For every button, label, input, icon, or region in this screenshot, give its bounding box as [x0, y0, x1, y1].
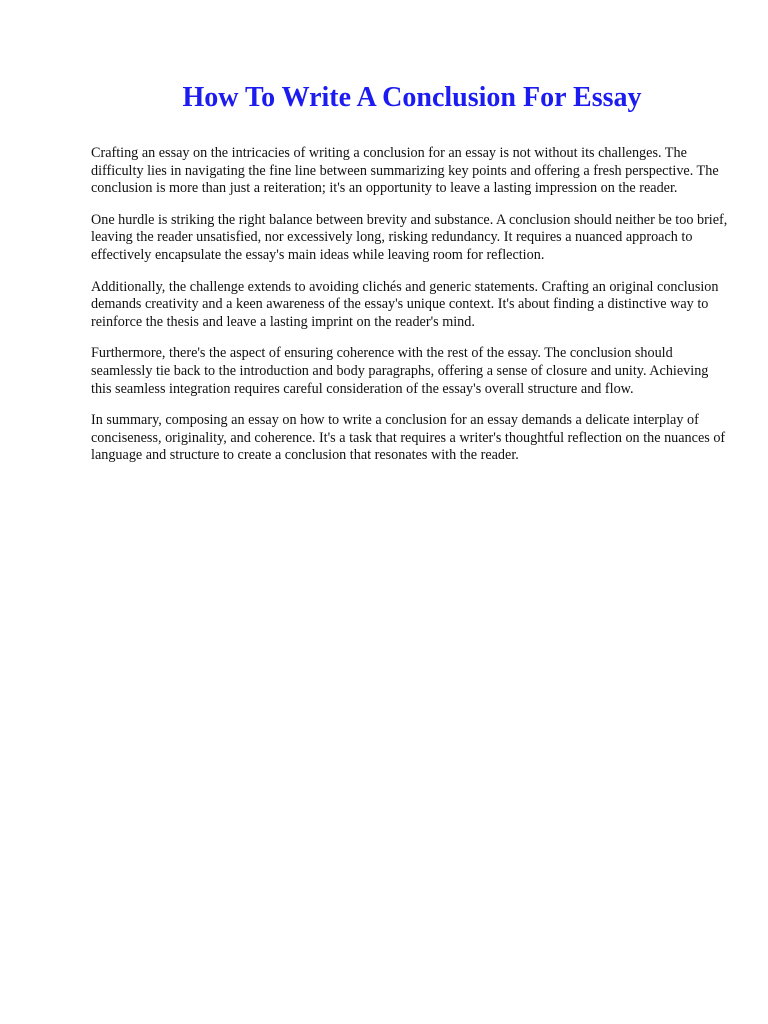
document-body [91, 145, 731, 479]
document-title: How To Write A Conclusion For Essay [182, 82, 642, 113]
paragraph-3: Additionally, the challenge extends to avoiding clichés and generic statements. Crafting an original conclusion demands creativity and a keen awareness of the essay's unique context. It's about finding a distinctive way to reinforce the thesis and leave a lasting imprint on the reader's mind. [91, 278, 719, 330]
paragraph-4: Furthermore, there's the aspect of ensuring coherence with the rest of the essay. The conclusion should seamlessly tie back to the introduction and body paragraphs, offering a sense of closure and unity. Achieving this seamless integration requires careful consideration of the essay's overall structure and flow. [91, 345, 709, 397]
paragraph-1: Crafting an essay on the intricacies of writing a conclusion for an essay is not without its challenges. The difficulty lies in navigating the fine line between summarizing key points and offering a fresh perspective. The conclusion is more than just a reiteration; it's an opportunity to leave a lasting impression on the reader. [91, 145, 719, 197]
paragraph-5: In summary, composing an essay on how to write a conclusion for an essay demands a delicate interplay of conciseness, originality, and coherence. It's a task that requires a writer's thoughtful reflection on the nuances of language and structure to create a conclusion that resonates with the reader. [91, 412, 726, 464]
paragraph-2: One hurdle is striking the right balance between brevity and substance. A conclusion should neither be too brief, leaving the reader unsatisfied, nor excessively long, risking redundancy. It requires a nuanced approach to effectively encapsulate the essay's main ideas while leaving room for reflection. [91, 211, 728, 263]
